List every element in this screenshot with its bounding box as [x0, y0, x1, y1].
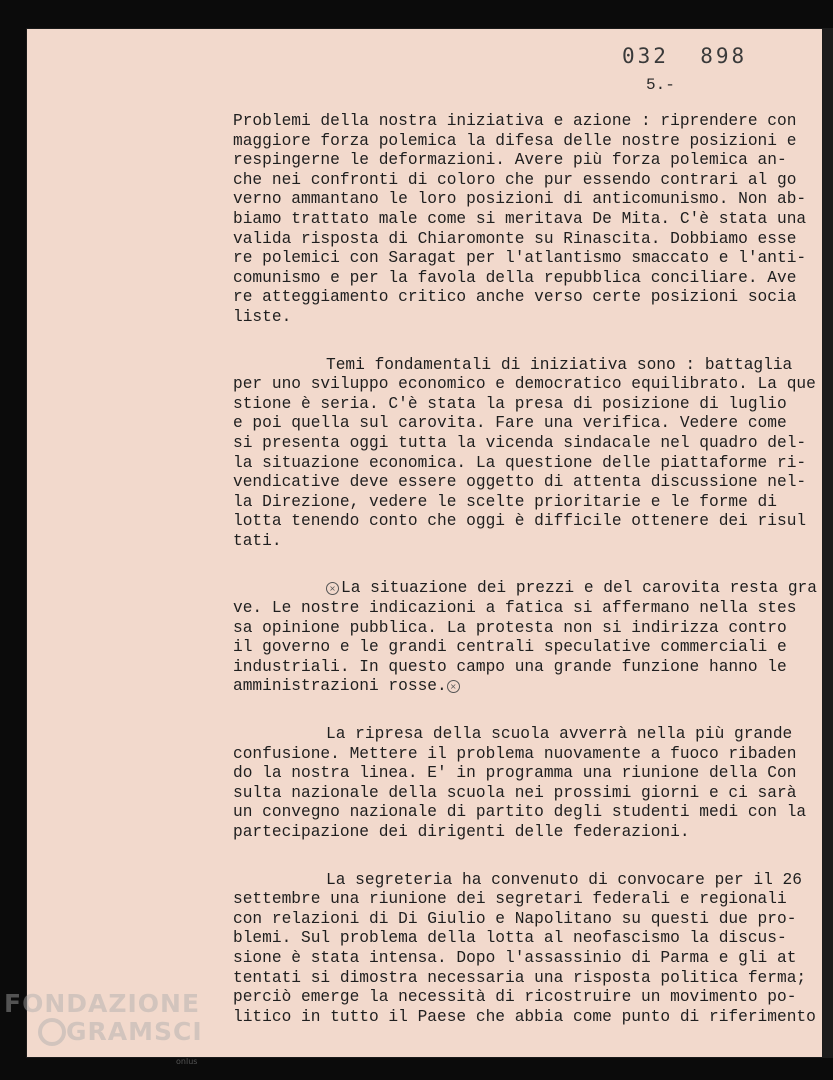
text-line: vendicative deve essere oggetto di attenta discussione nel- — [233, 473, 807, 492]
paragraph-2 — [233, 355, 816, 552]
page-edge — [823, 28, 833, 1058]
paragraph-1 — [233, 112, 813, 328]
text-line: con relazioni di Di Giulio e Napolitano su questi due pro- — [233, 909, 797, 928]
text-line: e poi quella sul carovita. Fare una verifica. Vedere come — [233, 414, 787, 433]
watermark-line-1: FONDAZIONE — [4, 989, 201, 1018]
text-line: verno ammantano le loro posizioni di anticomunismo. Non ab- — [233, 190, 807, 209]
text-line: blemi. Sul problema della lotta al neofascismo la discus- — [233, 929, 787, 948]
text-line: confusione. Mettere il problema nuovamente a fuoco ribaden — [233, 744, 797, 763]
page-number: 5.- — [646, 76, 675, 94]
text-line: industriali. In questo campo una grande funzione hanno le — [233, 657, 787, 676]
text-line: settembre una riunione dei segretari federali e regionali — [233, 890, 787, 909]
text-line: liste. — [233, 307, 292, 326]
paragraph-3 — [233, 579, 817, 697]
text-line: la Direzione, vedere le scelte prioritarie e le forme di — [233, 492, 777, 511]
text-line: do la nostra linea. E' in programma una riunione della Con — [233, 764, 797, 783]
paragraph-5 — [233, 870, 816, 1028]
text-line-content: amministrazioni rosse. — [233, 677, 447, 696]
text-line: re atteggiamento critico anche verso certe posizioni socia — [233, 288, 797, 307]
text-line: perciò emerge la necessità di ricostruire un movimento po- — [233, 988, 797, 1007]
text-line — [233, 579, 817, 599]
text-line: valida risposta di Chiaromonte su Rinascita. Dobbiamo esse — [233, 229, 797, 248]
text-line: La ripresa della scuola avverrà nella più grande — [326, 725, 793, 744]
text-line: La segreteria ha convenuto di convocare per il 26 — [326, 870, 802, 889]
text-line: respingerne le deformazioni. Avere più forza polemica an- — [233, 151, 787, 170]
text-line: sione è stata intensa. Dopo l'assassinio di Parma e gli at — [233, 948, 797, 967]
text-line: partecipazione dei dirigenti delle federazioni. — [233, 823, 690, 841]
margin-circle-mark-icon: × — [447, 680, 460, 693]
text-line: litico in tutto il Paese che abbia come punto di riferimento — [233, 1007, 816, 1026]
margin-circle-mark-icon: × — [326, 582, 339, 595]
text-line: maggiore forza polemica la difesa delle nostre posizioni e — [233, 131, 797, 150]
paragraph-4 — [233, 725, 813, 843]
text-line: comunismo e per la favola della repubblica conciliare. Ave — [233, 268, 797, 287]
text-line: la situazione economica. La questione delle piattaforme ri- — [233, 453, 807, 472]
watermark-line-3: onlus — [176, 1057, 198, 1066]
watermark-line-2: GRAMSCI — [66, 1017, 203, 1046]
archive-number-stamp: 032 898 — [622, 44, 748, 68]
text-line: lotta tenendo conto che oggi è difficile ottenere dei risul — [233, 512, 807, 531]
text-line: Problemi della nostra iniziativa e azione : riprendere con — [233, 112, 797, 130]
text-line: un convegno nazionale di partito degli studenti medi con la — [233, 803, 807, 822]
text-line: Temi fondamentali di iniziativa sono : battaglia — [326, 355, 793, 374]
text-line: che nei confronti di coloro che pur essendo contrari al go — [233, 170, 797, 189]
text-line: biamo trattato male come si meritava De Mita. C'è stata una — [233, 209, 807, 228]
text-line: re polemici con Saragat per l'atlantismo smaccato e l'anti- — [233, 249, 807, 268]
text-line: stione è seria. C'è stata la presa di posizione di luglio — [233, 394, 787, 413]
text-line: ve. Le nostre indicazioni a fatica si affermano nella stes — [233, 599, 797, 618]
text-line — [233, 677, 813, 697]
text-line: sulta nazionale della scuola nei prossimi giorni e ci sarà — [233, 783, 797, 802]
text-line-content: La situazione dei prezzi e del carovita resta gra — [341, 579, 817, 598]
fondazione-gramsci-watermark — [4, 989, 203, 1066]
text-line: tentati si dimostra necessaria una risposta politica ferma; — [233, 968, 807, 987]
text-line: tati. — [233, 531, 282, 550]
gramsci-logo-icon — [38, 1018, 66, 1046]
text-line: per uno sviluppo economico e democratico equilibrato. La que — [233, 375, 816, 394]
document-body — [233, 112, 817, 1055]
text-line: il governo e le grandi centrali speculative commerciali e — [233, 638, 787, 657]
text-line: si presenta oggi tutta la vicenda sindacale nel quadro del- — [233, 433, 807, 452]
text-line: sa opinione pubblica. La protesta non si indirizza contro — [233, 618, 787, 637]
